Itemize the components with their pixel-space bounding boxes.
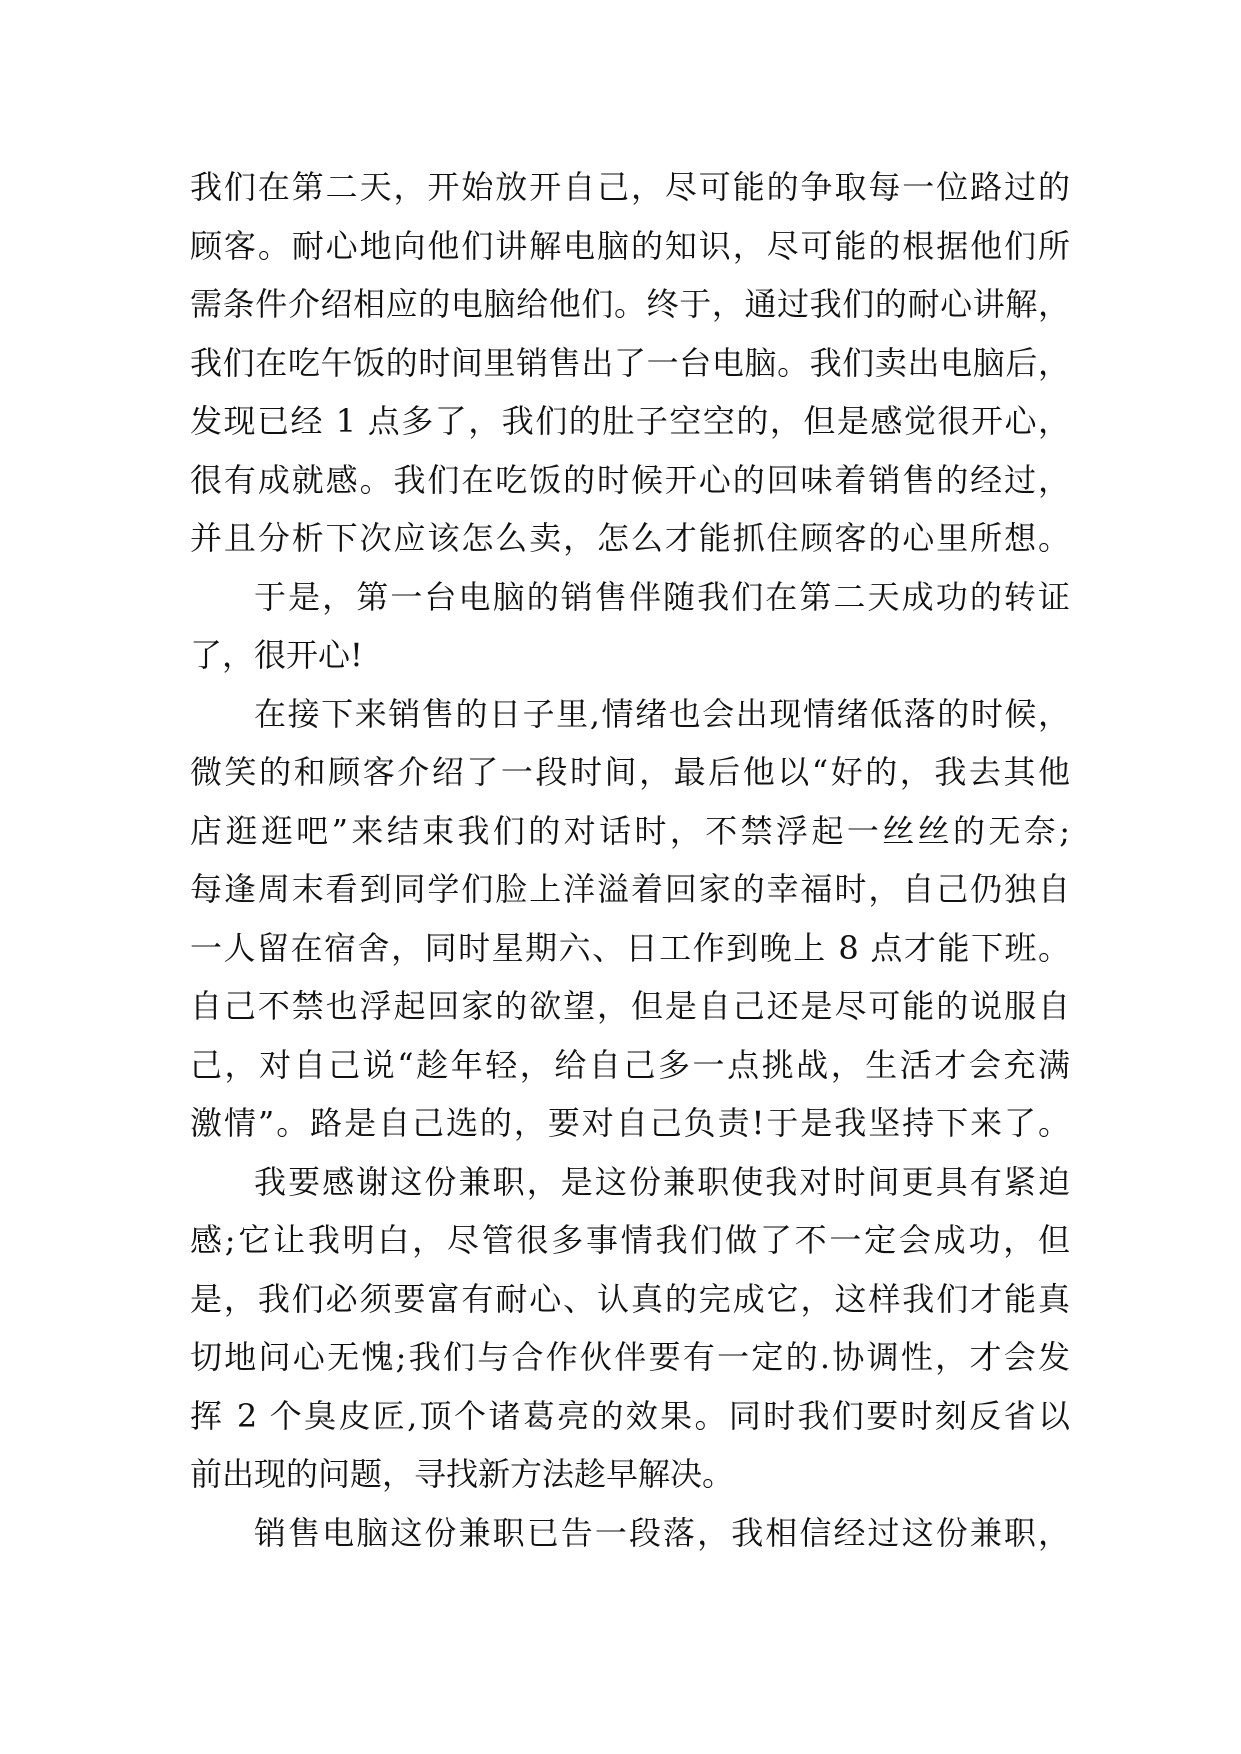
text-line: 微笑的和顾客介绍了一段时间，最后他以“好的，我去其他 — [190, 753, 1070, 791]
text-line: 一人留在宿舍，同时星期六、日工作到晚上 8 点才能下班。 — [190, 928, 1070, 967]
text-line: 感;它让我明白，尽管很多事情我们做了不一定会成功，但 — [190, 1221, 1070, 1259]
text-line: 前出现的问题，寻找新方法趁早解决。 — [190, 1455, 735, 1493]
text-line: 发现已经 1 点多了，我们的肚子空空的，但是感觉很开心， — [190, 402, 1070, 440]
text-line: 我们在吃午饭的时间里销售出了一台电脑。我们卖出电脑后， — [190, 343, 1070, 382]
text-line: 于是，第一台电脑的销售伴随我们在第二天成功的转证 — [254, 577, 1070, 616]
text-line: 每逢周末看到同学们脸上洋溢着回家的幸福时，自己仍独自 — [190, 870, 1070, 908]
text-line: 顾客。耐心地向他们讲解电脑的知识，尽可能的根据他们所 — [190, 226, 1070, 265]
text-line: 自己不禁也浮起回家的欲望，但是自己还是尽可能的说服自 — [190, 987, 1070, 1025]
text-line: 店逛逛吧”来结束我们的对话时，不禁浮起一丝丝的无奈; — [190, 811, 1070, 850]
text-line: 并且分析下次应该怎么卖，怎么才能抓住顾客的心里所想。 — [190, 519, 1070, 557]
text-line: 需条件介绍相应的电脑给他们。终于，通过我们的耐心讲解， — [190, 285, 1070, 323]
text-line: 我要感谢这份兼职，是这份兼职使我对时间更具有紧迫 — [254, 1162, 1070, 1201]
text-line: 我们在第二天，开始放开自己，尽可能的争取每一位路过的 — [190, 168, 1070, 206]
text-line: 己，对自己说“趁年轻，给自己多一点挑战，生活才会充满 — [190, 1045, 1070, 1084]
text-line: 了，很开心! — [190, 636, 363, 674]
document-body — [190, 158, 1070, 1562]
text-line: 挥 2 个臭皮匠,顶个诸葛亮的效果。同时我们要时刻反省以 — [190, 1396, 1070, 1435]
text-line: 在接下来销售的日子里,情绪也会出现情绪低落的时候， — [254, 694, 1070, 733]
text-line: 激情”。路是自己选的，要对自己负责!于是我坚持下来了。 — [190, 1104, 1070, 1142]
text-line: 切地问心无愧;我们与合作伙伴要有一定的.协调性，才会发 — [190, 1338, 1070, 1376]
text-line: 是，我们必须要富有耐心、认真的完成它，这样我们才能真 — [190, 1279, 1070, 1318]
text-line: 销售电脑这份兼职已告一段落，我相信经过这份兼职， — [254, 1513, 1070, 1552]
text-line: 很有成就感。我们在吃饭的时候开心的回味着销售的经过， — [190, 460, 1070, 499]
